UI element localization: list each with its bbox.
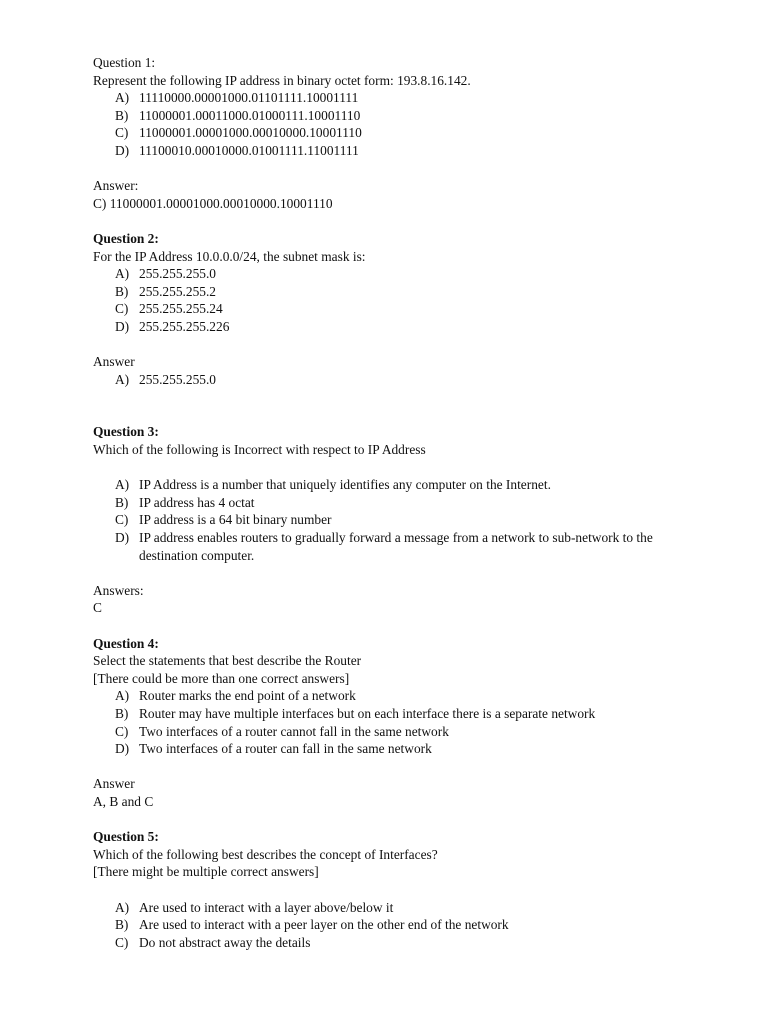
option-text: 255.255.255.24 (139, 301, 223, 317)
option-letter: C) (115, 934, 129, 950)
option-letter: B) (115, 494, 129, 510)
option-text: Router may have multiple interfaces but on each interface there is a separate network (139, 705, 596, 721)
option-letter: D) (115, 530, 130, 546)
option-c (93, 124, 713, 142)
answer-text: C) 11000001.00001000.00010000.10001110 (93, 195, 333, 211)
option-text: 11000001.00011000.01000111.10001110 (139, 107, 361, 123)
question-prompt: Which of the following best describes the concept of Interfaces? (93, 846, 438, 862)
question-prompt: Select the statements that best describe the Router (93, 653, 362, 669)
option-d (93, 142, 713, 160)
question-2 (93, 230, 713, 388)
option-text: 11000001.00001000.00010000.10001110 (139, 125, 362, 141)
option-c (93, 723, 713, 741)
option-d (93, 529, 713, 564)
question-prompt: For the IP Address 10.0.0.0/24, the subnet mask is: (93, 248, 366, 264)
option-text: 11110000.00001000.01101111.10001111 (139, 90, 359, 106)
option-letter: B) (115, 917, 129, 933)
option-a (93, 476, 713, 494)
option-text: IP address is a 64 bit binary number (139, 512, 332, 528)
option-text: IP address enables routers to gradually forward a message from a network to sub-network to the destination computer. (139, 530, 653, 563)
option-c (93, 511, 713, 529)
option-letter: A) (115, 899, 130, 915)
option-a (93, 265, 713, 283)
option-letter: C) (115, 125, 129, 141)
question-note: [There might be multiple correct answers] (93, 864, 319, 880)
question-prompt: Which of the following is Incorrect with respect to IP Address (93, 442, 426, 458)
option-text: 255.255.255.2 (139, 283, 216, 299)
option-letter: D) (115, 318, 130, 334)
option-c (93, 934, 713, 952)
document-page (93, 54, 713, 951)
question-note: [There could be more than one correct answers] (93, 670, 350, 686)
question-title: Question 5: (93, 829, 159, 845)
option-text: IP Address is a number that uniquely identifies any computer on the Internet. (139, 477, 551, 493)
option-a (93, 89, 713, 107)
option-a (93, 899, 713, 917)
question-prompt: Represent the following IP address in binary octet form: 193.8.16.142. (93, 72, 471, 88)
option-a (93, 687, 713, 705)
answer-label: Answer (93, 354, 135, 370)
question-1 (93, 54, 713, 212)
option-text: Are used to interact with a layer above/below it (139, 899, 394, 915)
option-b (93, 705, 713, 723)
option-letter: C) (115, 301, 129, 317)
option-letter: D) (115, 142, 130, 158)
option-text: 255.255.255.0 (139, 371, 216, 387)
option-c (93, 300, 713, 318)
option-letter: C) (115, 512, 129, 528)
option-b (93, 494, 713, 512)
question-4 (93, 635, 713, 811)
question-title: Question 1: (93, 55, 156, 70)
option-letter: B) (115, 283, 129, 299)
option-text: Two interfaces of a router cannot fall in the same network (139, 723, 449, 739)
option-d (93, 740, 713, 758)
option-letter: A) (115, 90, 130, 106)
option-letter: A) (115, 371, 130, 387)
question-5 (93, 828, 713, 951)
option-text: Do not abstract away the details (139, 934, 311, 950)
option-letter: B) (115, 107, 129, 123)
question-3 (93, 423, 713, 617)
option-text: Router marks the end point of a network (139, 688, 356, 704)
option-text: IP address has 4 octat (139, 494, 255, 510)
option-text: Are used to interact with a peer layer on the other end of the network (139, 917, 509, 933)
option-text: 11100010.00010000.01001111.11001111 (139, 142, 359, 158)
answer-text: C (93, 600, 102, 616)
option-letter: A) (115, 266, 130, 282)
question-title: Question 2: (93, 230, 159, 246)
answer-text: A, B and C (93, 793, 154, 809)
option-b (93, 916, 713, 934)
option-b (93, 107, 713, 125)
option-text: 255.255.255.226 (139, 318, 230, 334)
option-text: Two interfaces of a router can fall in the same network (139, 741, 432, 757)
option-letter: B) (115, 705, 129, 721)
answer-label: Answer (93, 776, 135, 792)
option-letter: D) (115, 741, 130, 757)
question-title: Question 4: (93, 635, 159, 651)
option-letter: C) (115, 723, 129, 739)
option-b (93, 283, 713, 301)
answer-option (93, 371, 713, 389)
answer-label: Answers: (93, 582, 144, 598)
option-letter: A) (115, 688, 130, 704)
answer-label: Answer: (93, 178, 139, 194)
option-d (93, 318, 713, 336)
option-text: 255.255.255.0 (139, 266, 216, 282)
question-title: Question 3: (93, 424, 159, 440)
option-letter: A) (115, 477, 130, 493)
